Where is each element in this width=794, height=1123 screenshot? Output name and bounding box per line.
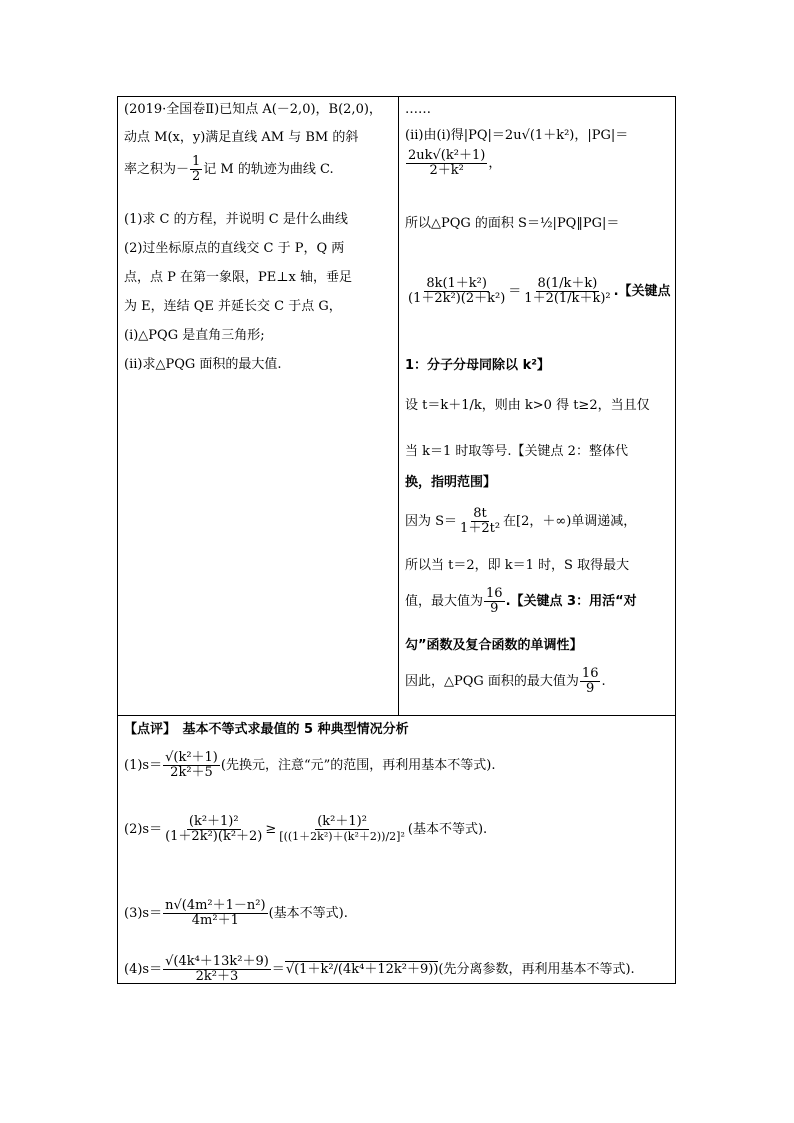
column-divider bbox=[398, 97, 399, 715]
solution-line-5: 设 t＝k＋1/k，则由 k>0 得 t≥2，当且仅 bbox=[405, 398, 650, 413]
comment-case-1: (1)s＝ $\frac{\text{√(k²＋1)}}{\text{2k²＋5}}$ (先换元，注意“元”的范围，再利用基本不等式). bbox=[124, 750, 496, 780]
fraction-case-2a: $\frac{\text{(k²＋1)²}}{\text{(1＋2k²)(k²＋2)}}$ bbox=[165, 814, 263, 844]
fraction-pg: $\frac{\text{2uk√(k²＋1)}}{\text{2＋k²}}$ bbox=[408, 148, 486, 178]
key-point-1-end: 1：分子分母同除以 k²】 bbox=[405, 358, 550, 373]
key-point-1-start: .【关键点 bbox=[613, 284, 671, 299]
comment-title: 【点评】 基本不等式求最值的 5 种典型情况分析 bbox=[124, 722, 409, 737]
solution-line-6: 当 k＝1 时取等号.【关键点 2：整体代 bbox=[405, 444, 628, 459]
solution-line-7: 换，指明范围】 bbox=[405, 475, 497, 490]
problem-line-2: 动点 M(x，y)满足直线 AM 与 BM 的斜 bbox=[124, 130, 359, 145]
fraction-case-3: $\frac{\text{n√(4m²＋1－n²)}}{\text{4m²＋1}}$ bbox=[165, 898, 266, 928]
comment-case-3: (3)s＝ $\frac{\text{n√(4m²＋1－n²)}}{\text{4m²＋1}}$ (基本不等式). bbox=[124, 898, 348, 928]
problem-line-3-text: 率之积为－ bbox=[124, 162, 190, 177]
fraction-max-1: $\frac{16}{9}$ bbox=[486, 586, 503, 616]
question-2-line-1: (2)过坐标原点的直线交 C 于 P，Q 两 bbox=[124, 241, 345, 256]
solution-line-11: 勾”函数及复合函数的单调性】 bbox=[405, 638, 583, 653]
row-divider bbox=[118, 715, 675, 716]
content-table bbox=[117, 96, 676, 984]
radical-case-4: √(1＋k²/(4k⁴＋12k²＋9)) bbox=[285, 962, 439, 977]
fraction-case-1: $\frac{\text{√(k²＋1)}}{\text{2k²＋5}}$ bbox=[165, 750, 218, 780]
fraction-case-2b: $\frac{\text{(k²＋1)²}}{\text{[((1＋2k²)＋(k²＋2))/2]²}}$ bbox=[279, 814, 405, 843]
question-2-i: (ⅰ)△PQG 是直角三角形; bbox=[124, 328, 265, 343]
question-2-line-3: 为 E，连结 QE 并延长交 C 于点 G， bbox=[124, 299, 342, 314]
problem-line-3-end: 记 M 的轨迹为曲线 C. bbox=[203, 162, 334, 177]
fraction-area-1: $\frac{\text{8k(1＋k²)}}{\text{(1＋2k²)(2＋k²)}}$ bbox=[408, 276, 506, 306]
fraction-area-2: $\frac{8(1/k+k)}{\text{1＋2(1/k＋k)²}}$ bbox=[524, 276, 611, 306]
comment-case-4: (4)s＝ $\frac{\text{√(4k⁴＋13k²＋9)}}{\text{2k²＋3}}$ ＝√(1＋k²/(4k⁴＋12k²＋9))(先分离参数，再利用基本不等式). bbox=[124, 954, 635, 984]
solution-line-4: $\frac{\text{8k(1＋k²)}}{\text{(1＋2k²)(2＋k²)}}$ ＝ $\frac{8(1/k+k)}{\text{1＋2(1/k＋k)²}}$ .【关键点 bbox=[408, 276, 671, 306]
fraction-s-t: $\frac{8t}{\text{1＋2t²}}$ bbox=[460, 506, 501, 536]
solution-line-12: 因此，△PQG 面积的最大值为 $\frac{16}{9}$ . bbox=[405, 666, 606, 696]
solution-line-3: 所以△PQG 的面积 S＝½|PQ‖PG|＝ bbox=[405, 216, 620, 231]
fraction-half: $\frac{1}{2}$ bbox=[192, 154, 201, 184]
fraction-max-2: $\frac{16}{9}$ bbox=[581, 666, 599, 696]
question-2-line-2: 点，点 P 在第一象限，PE⊥x 轴，垂足 bbox=[124, 270, 352, 285]
question-1: (1)求 C 的方程，并说明 C 是什么曲线 bbox=[124, 212, 348, 227]
solution-line-8: 因为 S＝ $\frac{8t}{\text{1＋2t²}}$ 在[2，＋∞)单调递减， bbox=[405, 506, 637, 536]
question-2-ii: (ⅱ)求△PQG 面积的最大值. bbox=[124, 357, 282, 372]
ellipsis: …… bbox=[405, 102, 431, 117]
solution-line-10: 值，最大值为 $\frac{16}{9}$ .【关键点 3：用活“对 bbox=[405, 586, 637, 616]
problem-line-3 bbox=[124, 155, 334, 184]
solution-line-9: 所以当 t＝2，即 k＝1 时，S 取得最大 bbox=[405, 558, 630, 573]
solution-line-1: (ⅱ)由(ⅰ)得|PQ|＝2u√(1＋k²)，|PG|＝ bbox=[405, 128, 629, 143]
solution-line-2: $\frac{\text{2uk√(k²＋1)}}{\text{2＋k²}}$ ， bbox=[408, 148, 502, 178]
problem-line-1: (2019·全国卷Ⅱ)已知点 A(－2,0)，B(2,0)， bbox=[124, 102, 382, 117]
fraction-case-4: $\frac{\text{√(4k⁴＋13k²＋9)}}{\text{2k²＋3}}$ bbox=[165, 954, 269, 984]
comment-case-2: (2)s＝ $\frac{\text{(k²＋1)²}}{\text{(1＋2k²)(k²＋2)}}$ ≥ $\frac{\text{(k²＋1)²}}{\text{[((1＋2k²)＋(k²＋2))/2]²}}$ (基本不等式). bbox=[124, 814, 488, 844]
